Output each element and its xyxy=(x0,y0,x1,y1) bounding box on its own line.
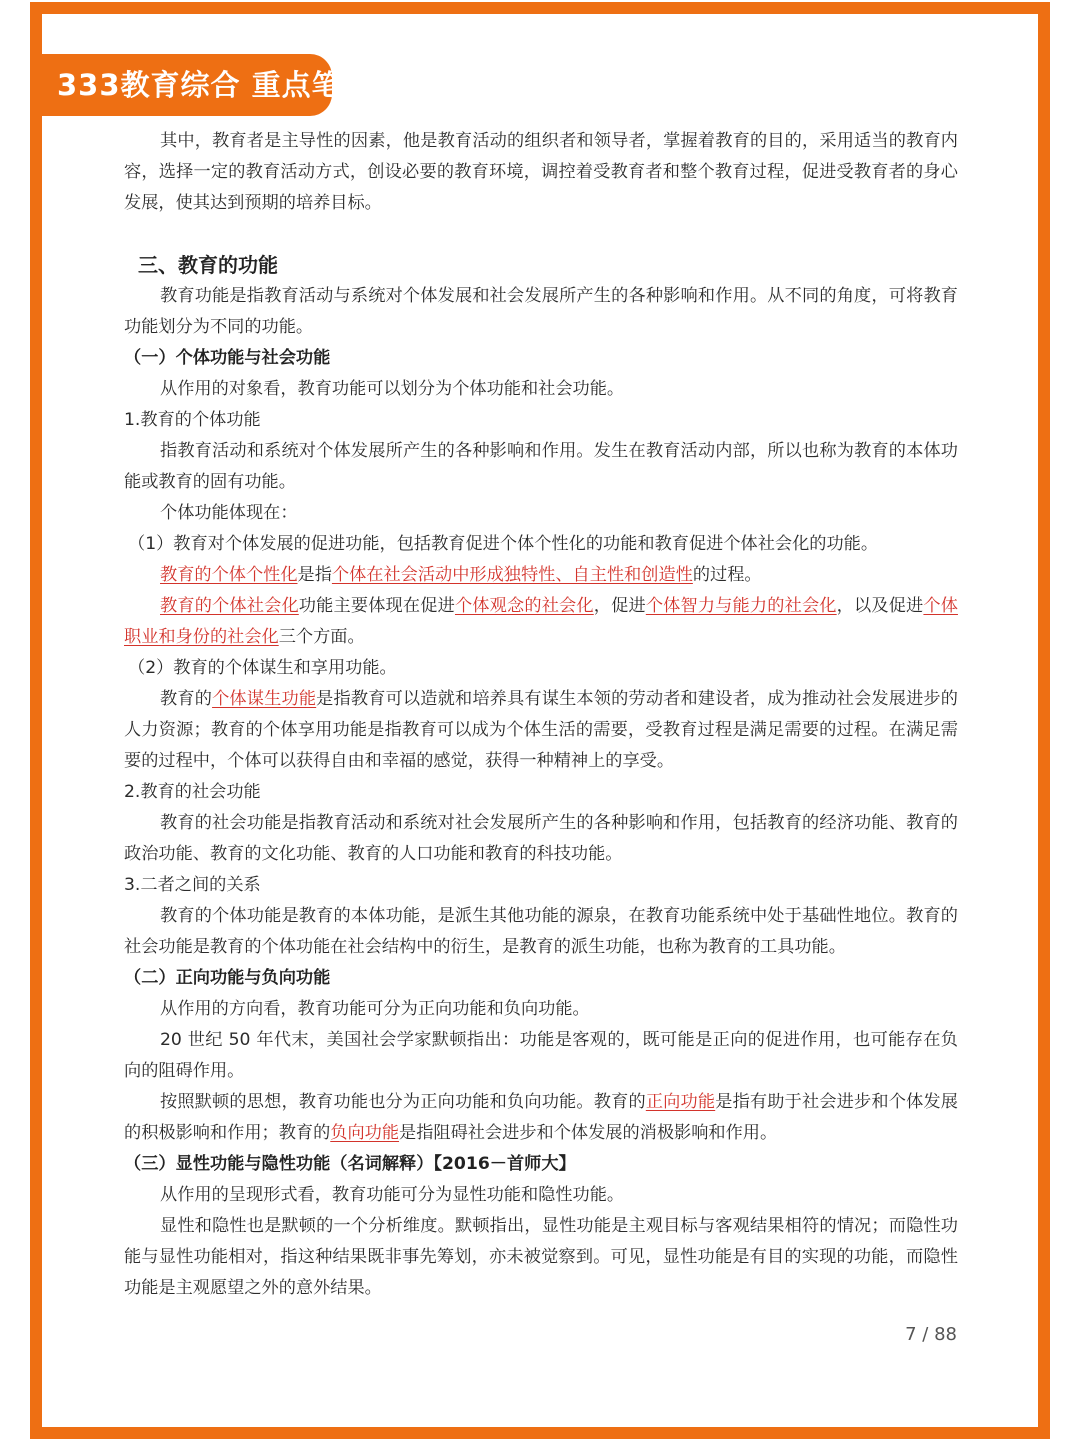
paragraph: 其中，教育者是主导性的因素，他是教育活动的组织者和领导者，掌握着教育的目的，采用适当的教育内容，选择一定的教育活动方式，创设必要的教育环境，调控着受教育者和整个教育过程，促进受教育者的身心发展，使其达到预期的培养目标。 xyxy=(124,131,958,213)
section-heading: 三、教育的功能 xyxy=(138,253,278,277)
document-body xyxy=(124,126,958,1304)
paragraph: 个体功能体现在： xyxy=(160,503,298,523)
highlight-term: 正向功能 xyxy=(645,1092,716,1112)
text-span: 是指有助于社会进步和个体发展的积极影响和作用；教育的 xyxy=(124,1092,958,1143)
text-span: 的过程。 xyxy=(692,565,762,585)
text-span: 是指 xyxy=(297,565,332,585)
highlight-term: 个体职业和身份的社会化 xyxy=(124,596,958,647)
subsection-heading: （二）正向功能与负向功能 xyxy=(124,968,331,988)
text-span: 教育的 xyxy=(160,689,213,709)
page-number: 7 / 88 xyxy=(905,1324,957,1345)
text-span: 三个方面。 xyxy=(278,627,365,647)
highlight-term: 教育的个体个性化 xyxy=(160,565,298,585)
paragraph: 指教育活动和系统对个体发展所产生的各种影响和作用。发生在教育活动内部，所以也称为教育的本体功能或教育的固有功能。 xyxy=(124,441,958,492)
paragraph: 显性和隐性也是默顿的一个分析维度。默顿指出，显性功能是主观目标与客观结果相符的情况；而隐性功能与显性功能相对，指这种结果既非事先筹划，亦未被觉察到。可见，显性功能是有目的实现的功能，而隐性功能是主观愿望之外的意外结果。 xyxy=(124,1216,958,1298)
subsection-heading: （三）显性功能与隐性功能（名词解释）【2016－首师大】 xyxy=(124,1154,576,1174)
paragraph xyxy=(124,560,958,591)
highlight-term: 教育的个体社会化 xyxy=(160,596,299,616)
highlight-term: 个体智力与能力的社会化 xyxy=(645,596,837,616)
text-span: 功能主要体现在促进 xyxy=(298,596,455,616)
paragraph xyxy=(124,1087,958,1149)
list-item: （1）教育对个体发展的促进功能，包括教育促进个体个性化的功能和教育促进个体社会化的功能。 xyxy=(128,534,879,554)
highlight-term: 个体观念的社会化 xyxy=(454,596,594,616)
subsection-heading: （一）个体功能与社会功能 xyxy=(124,348,331,368)
text-span: ，以及促进 xyxy=(836,596,924,616)
numbered-heading: 1.教育的个体功能 xyxy=(124,410,261,430)
paragraph: 教育功能是指教育活动与系统对个体发展和社会发展所产生的各种影响和作用。从不同的角度，可将教育功能划分为不同的功能。 xyxy=(124,286,958,337)
header-banner: 333教育综合 重点笔记 xyxy=(40,54,332,116)
highlight-term: 负向功能 xyxy=(330,1123,400,1143)
text-span: ，促进 xyxy=(593,596,646,616)
paragraph xyxy=(124,591,958,653)
paragraph: 从作用的呈现形式看，教育功能可分为显性功能和隐性功能。 xyxy=(160,1185,625,1205)
numbered-heading: 2.教育的社会功能 xyxy=(124,782,261,802)
paragraph: 教育的社会功能是指教育活动和系统对社会发展所产生的各种影响和作用，包括教育的经济功能、教育的政治功能、教育的文化功能、教育的人口功能和教育的科技功能。 xyxy=(124,813,958,864)
paragraph: 教育的个体功能是教育的本体功能，是派生其他功能的源泉，在教育功能系统中处于基础性地位。教育的社会功能是教育的个体功能在社会结构中的衍生，是教育的派生功能，也称为教育的工具功能。 xyxy=(124,906,958,957)
paragraph: 20 世纪 50 年代末，美国社会学家默顿指出：功能是客观的，既可能是正向的促进作用，也可能存在负向的阻碍作用。 xyxy=(124,1030,958,1081)
text-span: 是指阻碍社会进步和个体发展的消极影响和作用。 xyxy=(399,1123,778,1143)
text-span: 是指教育可以造就和培养具有谋生本领的劳动者和建设者，成为推动社会发展进步的人力资源；教育的个体享用功能是指教育可以成为个体生活的需要，受教育过程是满足需要的过程。在满足需要的过程中，个体可以获得自由和幸福的感觉，获得一种精神上的享受。 xyxy=(124,689,958,771)
highlight-term: 个体在社会活动中形成独特性、自主性和创造性 xyxy=(331,565,693,585)
text-span: 按照默顿的思想，教育功能也分为正向功能和负向功能。教育的 xyxy=(160,1092,646,1112)
numbered-heading: 3.二者之间的关系 xyxy=(124,875,261,895)
highlight-term: 个体谋生功能 xyxy=(212,689,317,709)
paragraph xyxy=(124,684,958,777)
paragraph: 从作用的对象看，教育功能可以划分为个体功能和社会功能。 xyxy=(160,379,625,399)
paragraph: 从作用的方向看，教育功能可分为正向功能和负向功能。 xyxy=(160,999,590,1019)
list-item: （2）教育的个体谋生和享用功能。 xyxy=(128,658,397,678)
